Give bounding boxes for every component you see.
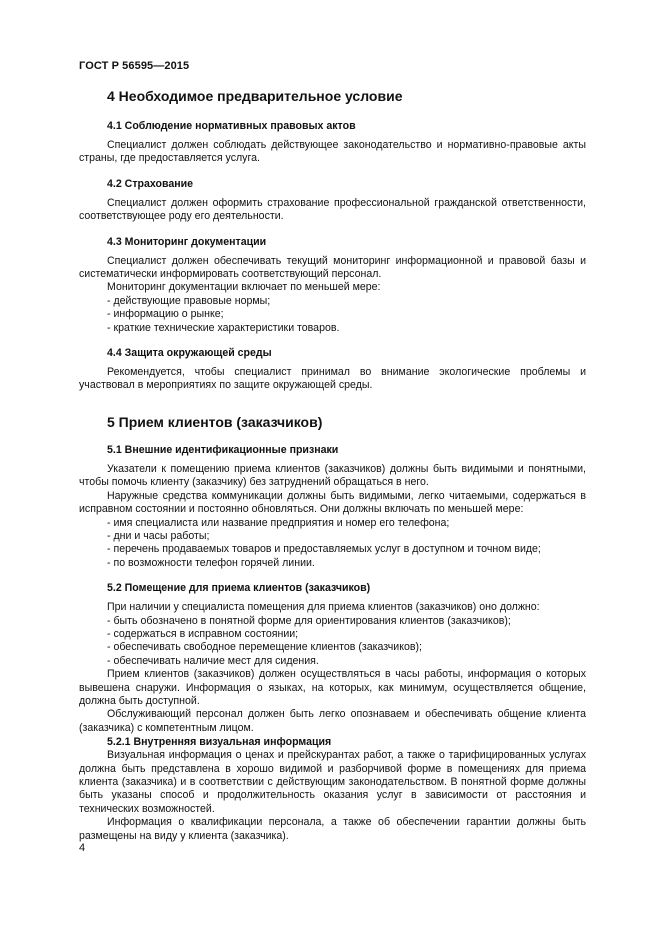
section-4-title: 4 Необходимое предварительное условие (107, 88, 403, 104)
document-code: ГОСТ Р 56595—2015 (79, 60, 190, 72)
list-item: - обеспечивать наличие мест для сидения. (107, 654, 319, 667)
section-4-2-paragraph: Специалист должен оформить страхование профессиональной гражданской ответственности, соответствующее роду его деятельности. (79, 196, 586, 223)
section-4-3-paragraph-2: Мониторинг документации включает по меньшей мере: (107, 281, 381, 294)
section-4-3-paragraph-1: Специалист должен обеспечивать текущий мониторинг информационной и правовой базы и систематически информировать соответствующий персонал. (79, 254, 586, 281)
section-4-3-title: 4.3 Мониторинг документации (107, 235, 267, 248)
section-5-2-paragraph-3: Обслуживающий персонал должен быть легко опознаваем и обеспечивать общение клиента (заказчика) с компетентным лицом. (79, 708, 586, 734)
list-item: - перечень продаваемых товаров и предоставляемых услуг в доступном и точном виде; (107, 543, 541, 556)
section-5-2-paragraph-1: При наличии у специалиста помещения для приема клиентов (заказчиков) оно должно: (107, 601, 540, 614)
section-5-2-paragraph-2: Прием клиентов (заказчиков) должен осуществляться в часы работы, информация о которых вывешена снаружи. Информация о языках, на которых, как минимум, осуществляется общение, должна быть доступной. (79, 668, 586, 707)
section-5-2-1-title: 5.2.1 Внутренняя визуальная информация (107, 736, 332, 749)
section-4-1-paragraph: Специалист должен соблюдать действующее законодательство и нормативно-правовые акты страны, где предоставляется услуга. (79, 139, 586, 165)
section-4-1-title: 4.1 Соблюдение нормативных правовых актов (107, 120, 356, 132)
list-item: - краткие технические характеристики товаров. (107, 321, 340, 334)
list-item: - по возможности телефон горячей линии. (107, 556, 315, 569)
section-5-1-paragraph-2: Наружные средства коммуникации должны быть видимыми, легко читаемыми, содержаться в исправном состоянии и постоянно обновляться. Они должны включать по меньшей мере: (79, 489, 586, 516)
section-5-1-title: 5.1 Внешние идентификационные признаки (107, 443, 339, 456)
section-5-2-1-paragraph-2: Информация о квалификации персонала, а также об обеспечении гарантии должны быть размещены на виду у клиента (заказчика). (79, 816, 586, 842)
list-item: - дни и часы работы; (107, 529, 210, 542)
list-item: - содержаться в исправном состоянии; (107, 627, 299, 640)
list-item: - действующие правовые нормы; (107, 294, 271, 307)
section-4-4-title: 4.4 Защита окружающей среды (107, 347, 272, 360)
list-item: - информацию о рынке; (107, 308, 224, 321)
section-5-2-1-paragraph-1: Визуальная информация о ценах и прейскурантах работ, а также о тарифицированных услугах должна быть представлена в хорошо видимой и разборчивой форме в помещениях для приема клиента (заказчика) и в соответствии с действующим законодательством. В понятной форме должны быть указаны способ и продолжительность оказания услуг в зависимости от расстояния и технических возможностей. (79, 749, 586, 815)
section-5-2-title: 5.2 Помещение для приема клиентов (заказчиков) (107, 582, 371, 595)
page-number: 4 (79, 842, 86, 854)
section-5-title: 5 Прием клиентов (заказчиков) (107, 413, 323, 430)
list-item: - быть обозначено в понятной форме для ориентирования клиентов (заказчиков); (107, 614, 511, 627)
section-4-2-title: 4.2 Страхование (107, 177, 194, 190)
list-item: - имя специалиста или название предприятия и номер его телефона; (107, 516, 450, 529)
list-item: - обеспечивать свободное перемещение клиентов (заказчиков); (107, 641, 422, 654)
page-content (79, 87, 586, 843)
section-4-4-paragraph: Рекомендуется, чтобы специалист принимал во внимание экологические проблемы и участвовал в мероприятиях по защите окружающей среды. (79, 366, 586, 392)
section-5-1-paragraph-1: Указатели к помещению приема клиентов (заказчиков) должны быть видимыми и понятными, чтобы помочь клиенту (заказчику) без затруднений обращаться в него. (79, 462, 586, 489)
